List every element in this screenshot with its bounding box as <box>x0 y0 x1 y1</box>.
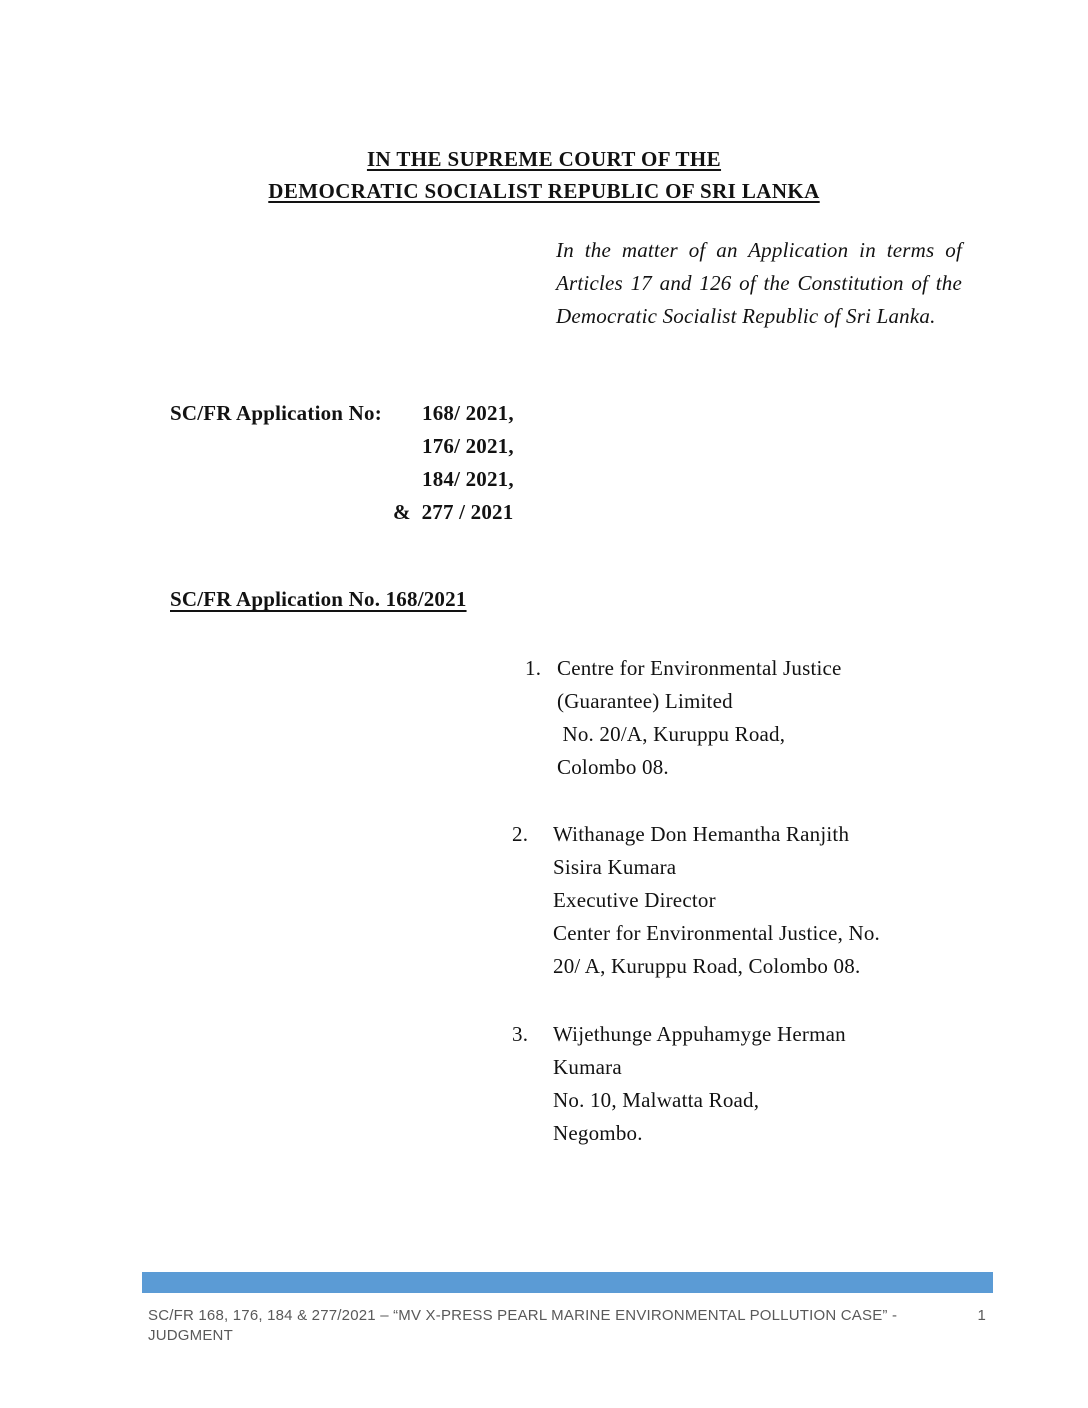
petitioner-line: Colombo 08. <box>557 755 669 779</box>
petitioner-number: 1. <box>525 656 542 680</box>
application-number-row: 184/ 2021, <box>422 467 514 491</box>
petitioner-item-2 <box>512 818 880 983</box>
page-footer <box>148 1306 986 1346</box>
petitioner-number: 3. <box>512 1022 529 1046</box>
application-number-label: SC/FR Application No: <box>170 401 382 425</box>
footer-case-caption: SC/FR 168, 176, 184 & 277/2021 – “MV X-PRESS PEARL MARINE ENVIRONMENTAL POLLUTION CASE” - JUDGMENT <box>148 1307 898 1344</box>
court-title-line2: DEMOCRATIC SOCIALIST REPUBLIC OF SRI LANKA <box>268 179 820 203</box>
petitioner-details <box>557 652 842 784</box>
court-title <box>0 143 1088 207</box>
matter-clause: In the matter of an Application in terms of Articles 17 and 126 of the Constitution of the Democratic Socialist Republic of Sri Lanka. <box>556 238 962 328</box>
application-number-row: 176/ 2021, <box>422 434 514 458</box>
footer-accent-bar <box>142 1272 993 1293</box>
petitioner-item-1 <box>525 652 842 784</box>
petitioner-line: No. 10, Malwatta Road, <box>553 1088 760 1112</box>
petitioner-line: Center for Environmental Justice, No. <box>553 921 880 945</box>
petitioner-line: Sisira Kumara <box>553 855 677 879</box>
petitioner-line: Kumara <box>553 1055 622 1079</box>
section-heading: SC/FR Application No. 168/2021 <box>170 587 467 611</box>
petitioner-line: Executive Director <box>553 888 716 912</box>
court-title-line1: IN THE SUPREME COURT OF THE <box>366 147 722 171</box>
petitioner-line: (Guarantee) Limited <box>557 689 733 713</box>
petitioner-line: Centre for Environmental Justice <box>557 656 842 680</box>
petitioner-line: 20/ A, Kuruppu Road, Colombo 08. <box>553 954 861 978</box>
petitioner-line: No. 20/A, Kuruppu Road, <box>557 722 786 746</box>
petitioner-line: Negombo. <box>553 1121 643 1145</box>
petitioner-details <box>553 818 880 983</box>
petitioner-line: Wijethunge Appuhamyge Herman <box>553 1022 846 1046</box>
petitioner-details <box>553 1018 846 1150</box>
application-number-row <box>170 397 590 430</box>
petitioner-number: 2. <box>512 822 529 846</box>
application-number-row: & 277 / 2021 <box>393 500 514 524</box>
application-number-first: 168/ 2021, <box>422 401 514 425</box>
petitioner-line: Withanage Don Hemantha Ranjith <box>553 822 850 846</box>
application-numbers-block <box>170 397 590 529</box>
footer-page-number: 1 <box>977 1307 986 1324</box>
petitioner-item-3 <box>512 1018 846 1150</box>
